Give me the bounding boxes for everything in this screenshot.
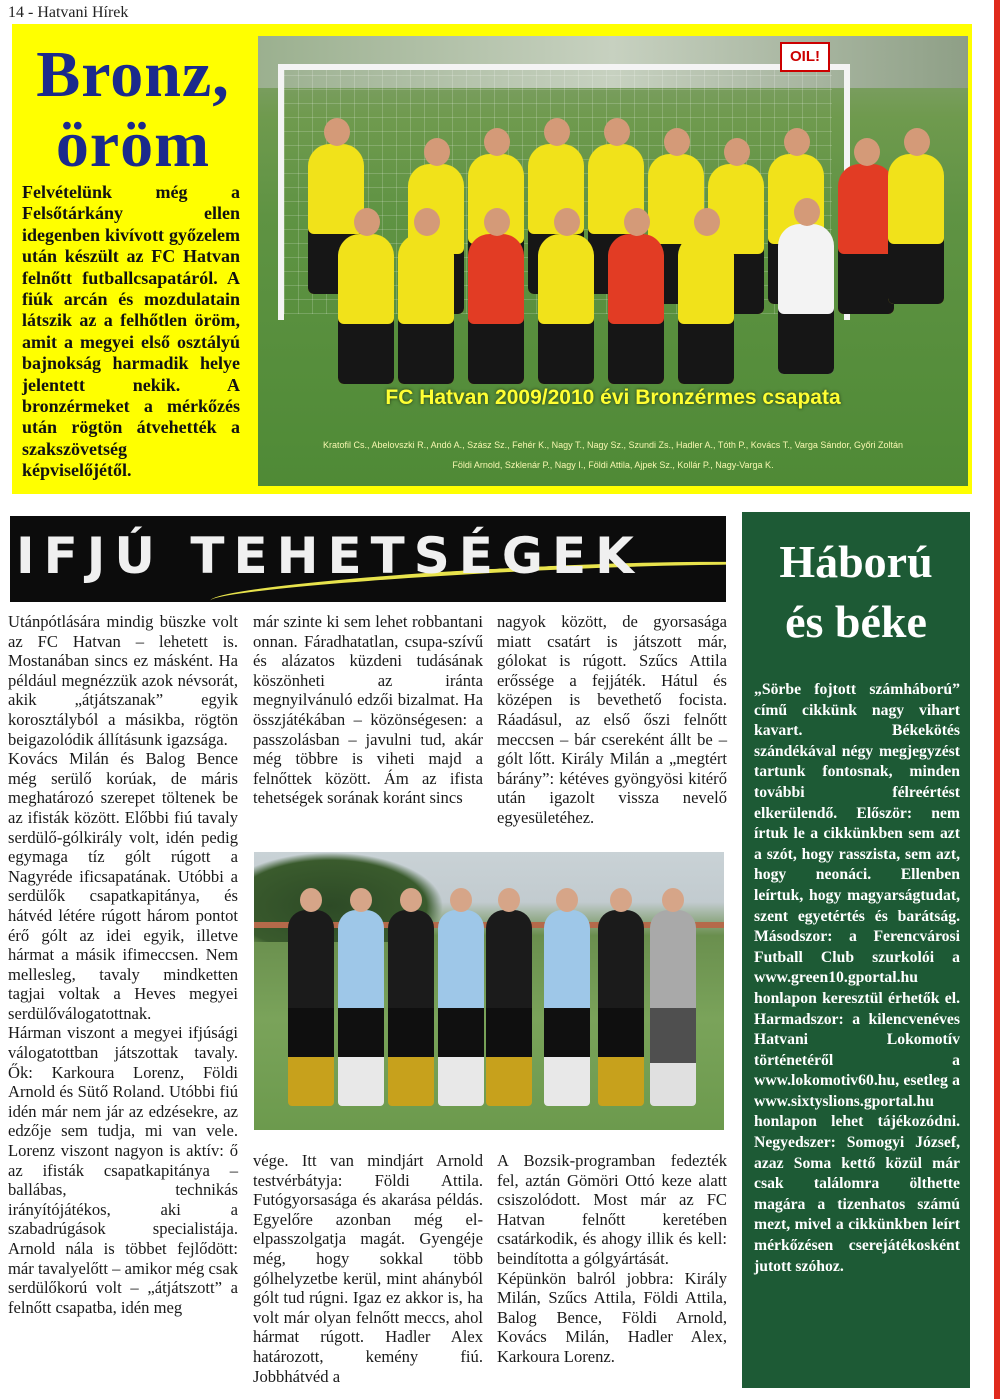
player-figure	[678, 234, 734, 384]
youth-column-3-bottom	[497, 1151, 727, 1367]
war-peace-headline-line2: és béke	[785, 596, 927, 647]
player-figure	[468, 234, 524, 384]
war-peace-headline	[742, 532, 970, 652]
team-photo-caption: FC Hatvan 2009/2010 évi Bronzérmes csapata	[385, 386, 841, 409]
player-figure	[888, 154, 944, 304]
youth-player-figure	[544, 910, 590, 1106]
page-edge-stripe	[994, 0, 1000, 1399]
youth-paragraph: Kovács Milán és Balog Bence még serülő korúak, de máris meghatározó szerepet töltenek be az ifisták között. Előbbi fiú tavaly serdülő-gólkirály volt, idén pedig egymaga tíz gólt rúgott a Nagyréde ificsapatának. Utóbbi a serdülők csapatkapitánya, és hátvéd létére rúgott három pontot érő gólt az idei egyik, illetve hármat a másik ifimeccsen. Nem mellesleg, tavaly mindketten tagjai voltak a Heves megyei serdülőválogatottnak.	[8, 749, 238, 1023]
youth-player-figure	[288, 910, 334, 1106]
youth-column-1	[8, 612, 238, 1317]
youth-column-2-bottom: vége. Itt van mindjárt Arnold testvérbátyja: Földi Attila. Futógyorsasága és akarása példás. Egyelőre azonban még el-elpasszolgatja magát. Gyengéje még, hogy sokkal több gólhelyzetbe kerül, mint ahányból gólt tud rúgni. Igaz ez akkor is, ha volt már olyan felnőtt meccs, ahol hármat rúgott. Hadler Alex határozott, kemény fiú. Jobbhátvéd a	[253, 1151, 483, 1386]
bronz-headline-line1: Bronz,	[36, 38, 230, 111]
team-photo	[258, 36, 968, 486]
photo-sponsor-sign: OIL!	[780, 42, 830, 72]
youth-paragraph: Utánpótlására mindig büszke volt az FC Hatvan – lehetett is. Mostanában sincs ez másként. Ha például megnézzük azok névsorát, akik „átjátszanak” egyik korosztályból a másikba, rögtön beigazolódik állításunk igazsága.	[8, 612, 238, 749]
youth-player-figure	[388, 910, 434, 1106]
youth-paragraph: Hárman viszont a megyei ifjúsági válogatottban játszottak tavaly. Ők: Karkoura Lorenz, Földi Arnold és Sütő Roland. Utóbbi fiú idén már nem jár az edzésekre, az edzője sem tudja, mi van vele. Lorenz viszont nagyon is aktív: ő az ifisták csapatkapitánya – ballábas, technikás irányítójátékos, aki a szabadrúgások specialistája. Arnold nála is többet fejlődött: már tavalyelőtt – amikor még csak serdülőkorú volt – „átjátszott” a felnőtt csapatba, idén meg	[8, 1023, 238, 1317]
page-header: 14 - Hatvani Hírek	[8, 4, 129, 21]
youth-player-figure	[338, 910, 384, 1106]
player-figure	[608, 234, 664, 384]
youth-player-figure	[650, 910, 696, 1106]
youth-banner-title: IFJÚ TEHETSÉGEK	[16, 527, 643, 585]
bronz-headline	[18, 40, 248, 180]
youth-player-figure	[598, 910, 644, 1106]
youth-column-3-top: nagyok között, de gyorsasága miatt csatárt is játszott már, gólokat is rúgott. Szűcs Attila erőssége a fejjáték. Hátul és középen is bevethető focista. Ráadásul, az első őszi felnőtt meccsen – bár csereként állt be – gólt lőtt. Király Milán a „megtért bárány”: kétéves gyöngyösi kitérő után igazolt vissza nevelő egyesületéhez.	[497, 612, 727, 827]
youth-photo-caption: Képünkön balról jobbra: Király Milán, Szűcs Attila, Földi Attila, Balog Bence, Földi Arnold, Kovács Milán, Hadler Alex, Karkoura Lorenz.	[497, 1268, 727, 1366]
war-peace-headline-line1: Háború	[779, 536, 933, 587]
photo-players-group	[278, 124, 958, 392]
youth-banner	[10, 516, 726, 602]
player-figure	[538, 234, 594, 384]
player-figure	[838, 164, 894, 314]
bronz-headline-line2: öröm	[55, 108, 211, 181]
team-photo-names-line1: Kratofil Cs., Abelovszki R., Andó A., Szász Sz., Fehér K., Nagy T., Nagy Sz., Szundi Zs., Hadler A., Tóth P., Kovács T., Varga Sándor, Győri Zoltán	[323, 440, 903, 450]
war-peace-body-text: „Sörbe fojtott számháború” című cikkünk nagy vihart kavart. Békekötés szándékával négy megjegyzést tartunk fontosnak, minden további félreértést elkerülendő. Először: nem írtuk le a cikkünkben sem azt a szót, hogy rasszista, sem azt, hogy neonáci. Ellenben leírtuk, hogy magyarságtudat, szent egyetértés és barátság. Másodszor: a Ferencvárosi Futball Club szurkolói a www.green10.gportal.hu honlapon keresztül érhetők el. Harmadszor: a kilencvenéves Hatvani Lokomotív történetéről a www.lokomotiv60.hu, esetleg a www.sixtyslions.gportal.hu honlapon lehet tájékozódni. Negyedszer: Somogyi József, azaz Soma kettő közül már csak találomra ölthette magára a tizenhatos számú mezt, mivel a cikkünkben leírt mérkőzésen cserejátékosként jutott szóhoz.	[754, 681, 960, 1275]
youth-column-2-top: már szinte ki sem lehet robbantani onnan. Fáradhatatlan, csupa-szívű és alázatos küzdeni tudásának köszönheti az iránta megnyilvánuló edzői bizalmat. Ha összjátékában – közönségesen: a passzolásban – javulni tud, akár még többre is viheti majd a felnőttek között. Ám az ifista tehetségek sorának koránt sincs	[253, 612, 483, 808]
player-figure	[778, 224, 834, 374]
youth-player-figure	[486, 910, 532, 1106]
youth-players-photo	[254, 852, 724, 1130]
team-photo-names-line2: Földi Arnold, Szklenár P., Nagy I., Földi Attila, Ajpek Sz., Kollár P., Nagy-Varga K.	[452, 460, 774, 470]
youth-player-figure	[438, 910, 484, 1106]
war-peace-box	[742, 512, 970, 1388]
player-figure	[338, 234, 394, 384]
bronz-body-text: Felvételünk még a Felsőtárkány ellen idegenben kivívott győzelem után készült az FC Hatvan felnőtt futballcsapatáról. A fiúk arcán és mozdulatain látszik az a felhőtlen öröm, amit a megyei első osztályú bajnokság harmadik helye jelentett nekik. A bronzérmeket a mérkőzés után rögtön átvehették a szakszövetség képviselőjétől.	[22, 182, 240, 481]
youth-paragraph: A Bozsik-programban fedezték fel, aztán Gömöri Ottó keze alatt csiszolódott. Most már az FC Hatvan felnőtt keretében csatárkodik, és ahogy illik és kell: beindította a gólgyártását.	[497, 1151, 727, 1268]
player-figure	[398, 234, 454, 384]
